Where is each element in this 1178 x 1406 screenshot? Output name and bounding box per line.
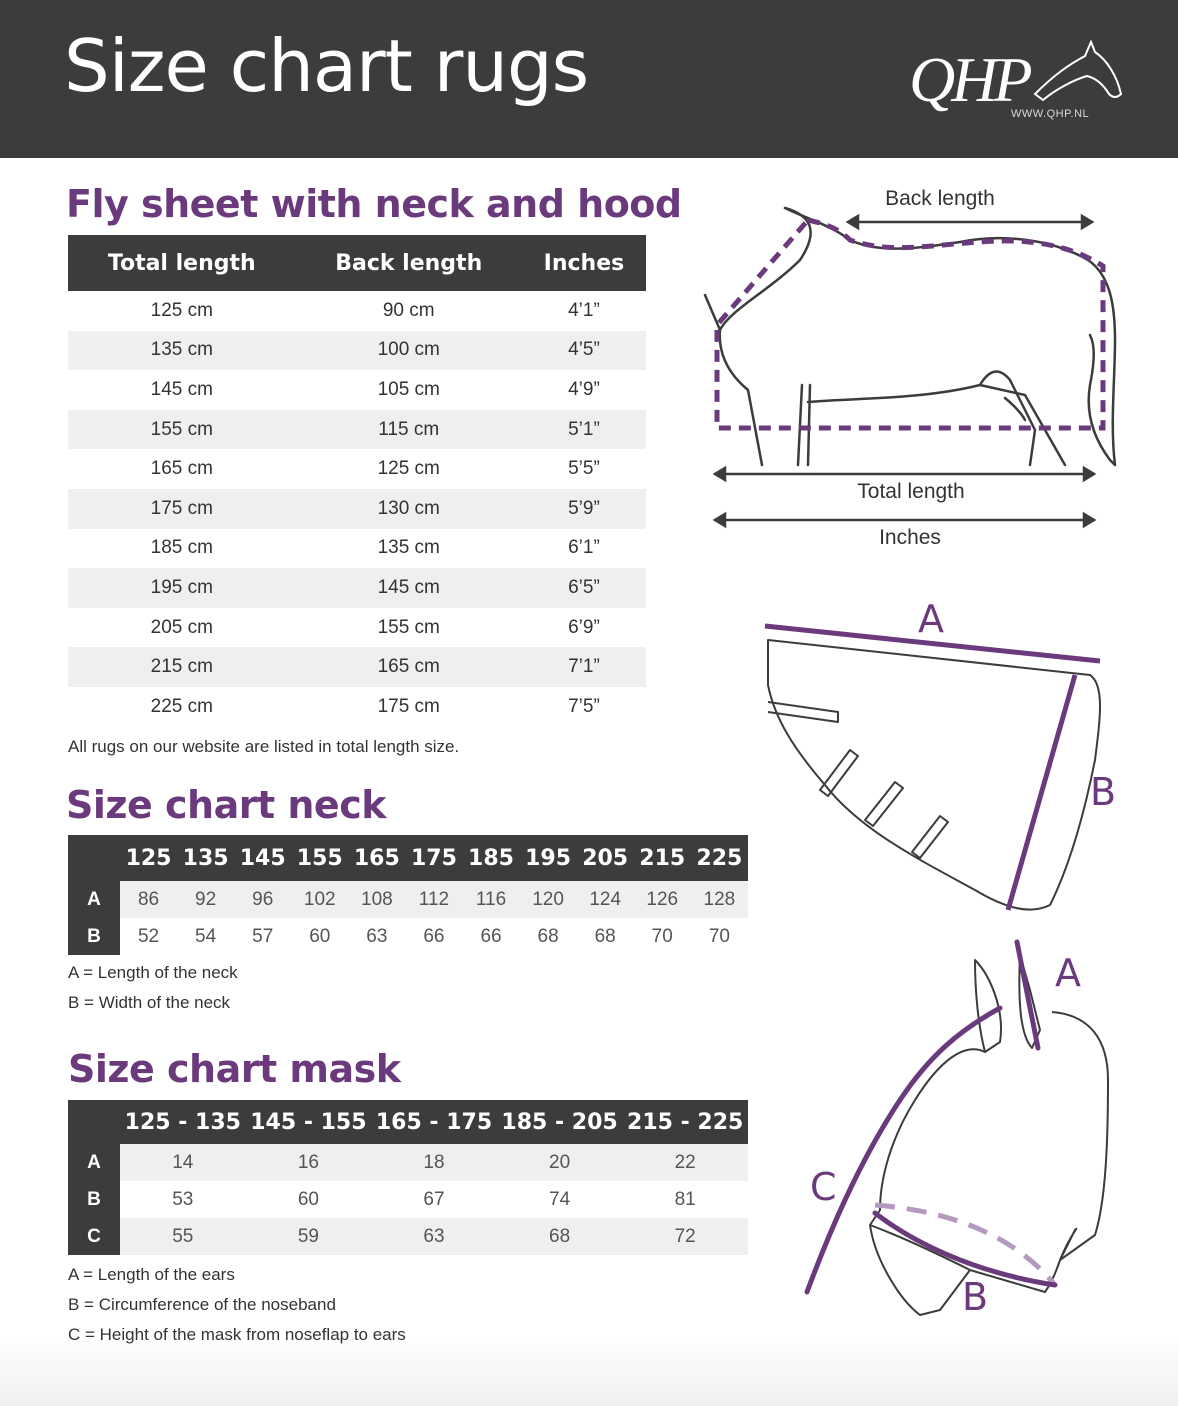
table-cell: 16 [246, 1144, 372, 1181]
neck-size-table [68, 835, 748, 955]
column-header: 205 [577, 835, 634, 881]
noseband-back-dashed-icon [875, 1205, 1055, 1285]
table-cell: 20 [497, 1144, 623, 1181]
mask-size-table [68, 1100, 748, 1255]
logo-text: QHP [909, 44, 1029, 115]
mask-title: Size chart mask [68, 1047, 401, 1091]
neck-legend-a: A = Length of the neck [68, 963, 238, 982]
qhp-logo [905, 30, 1125, 130]
column-header: 195 [520, 835, 577, 881]
table-cell: 126 [634, 881, 691, 918]
horse-rug-diagram [690, 170, 1140, 570]
table-cell: 124 [577, 881, 634, 918]
table-cell: 108 [348, 881, 405, 918]
table-row [68, 608, 646, 648]
neck-letter-a: A [918, 597, 944, 641]
table-cell: 18 [371, 1144, 497, 1181]
mask-letter-b: B [962, 1275, 989, 1319]
table-cell: 128 [691, 881, 748, 918]
column-header: 125 [120, 835, 177, 881]
page-title: Size chart rugs [64, 24, 589, 108]
column-header: Inches [522, 235, 646, 291]
table-cell: 7’1” [522, 647, 646, 687]
table-cell: 22 [622, 1144, 748, 1181]
total-length-arrow-icon [715, 468, 1094, 480]
table-row [68, 1181, 748, 1218]
inches-arrow-icon [715, 514, 1094, 526]
neck-legend-b: B = Width of the neck [68, 993, 231, 1012]
table-cell: 120 [520, 881, 577, 918]
table-row [68, 331, 646, 371]
column-header: Total length [68, 235, 296, 291]
column-header: Back length [296, 235, 522, 291]
mask-diagram [790, 930, 1130, 1330]
table-cell: 90 cm [382, 299, 435, 321]
inches-label: Inches [879, 526, 941, 549]
table-cell: 165 cm [150, 458, 213, 480]
table-cell: 68 [594, 925, 616, 947]
mask-legend-b: B = Circumference of the noseband [68, 1295, 336, 1314]
page-bottom-shade [0, 1336, 1178, 1406]
table-cell: 60 [297, 1188, 319, 1210]
table-cell: 135 cm [68, 331, 296, 371]
table-cell: 195 cm [68, 568, 296, 608]
logo-url: WWW.QHP.NL [1011, 108, 1090, 120]
corner-cell [68, 1100, 120, 1144]
neck-cover-outline-icon [768, 640, 1100, 910]
fly-mask-outline-icon [870, 955, 1108, 1315]
column-header: 165 [348, 835, 405, 881]
table-cell: 74 [549, 1188, 571, 1210]
table-header-row [68, 835, 748, 881]
table-cell: 175 cm [68, 489, 296, 529]
table-cell: 6’1” [568, 537, 600, 559]
table-row [68, 1218, 748, 1255]
table-cell: 130 cm [296, 489, 522, 529]
table-cell: 145 cm [150, 378, 213, 400]
table-cell: 68 [537, 925, 559, 947]
table-cell: 116 [462, 881, 519, 918]
table-cell: 59 [246, 1218, 372, 1255]
table-cell: 5’1” [522, 410, 646, 450]
row-label: B [68, 1181, 120, 1218]
table-cell: 185 cm [150, 537, 213, 559]
table-cell: 67 [423, 1188, 445, 1210]
column-header: 185 [462, 835, 519, 881]
table-row [68, 1144, 748, 1181]
column-header: 135 [177, 835, 234, 881]
table-cell: 86 [120, 881, 177, 918]
fly-sheet-title: Fly sheet with neck and hood [66, 182, 682, 226]
table-cell: 52 [137, 925, 160, 947]
table-cell: 215 cm [68, 647, 296, 687]
corner-cell [68, 835, 120, 881]
table-cell: 125 cm [150, 299, 213, 321]
table-cell: 155 cm [68, 410, 296, 450]
table-cell: 225 cm [150, 695, 213, 717]
table-cell: 6’9” [568, 616, 600, 638]
column-header: 125 - 135 [120, 1100, 246, 1144]
table-cell: 54 [195, 925, 217, 947]
fly-sheet-note: All rugs on our website are listed in total length size. [68, 737, 460, 756]
back-length-label: Back length [885, 187, 995, 210]
table-cell: 4’1” [568, 299, 600, 321]
column-header: 175 [405, 835, 462, 881]
header-bar [0, 0, 1178, 158]
column-header: 215 [634, 835, 691, 881]
table-cell: 5’9” [522, 489, 646, 529]
neck-width-line-icon [1008, 675, 1075, 910]
column-header: 145 [234, 835, 291, 881]
neck-title: Size chart neck [66, 783, 386, 827]
column-header: 225 [691, 835, 748, 881]
total-length-label: Total length [857, 480, 965, 503]
table-cell: 5’5” [568, 458, 600, 480]
table-row [68, 410, 646, 450]
table-cell: 7’5” [568, 695, 600, 717]
column-header: 155 [291, 835, 348, 881]
table-cell: 205 cm [150, 616, 213, 638]
table-row [68, 529, 646, 569]
table-row [68, 881, 748, 918]
row-label: A [68, 881, 120, 918]
horse-head-logo-icon [1025, 34, 1125, 114]
row-label: B [68, 918, 120, 955]
table-cell: 125 cm [377, 458, 440, 480]
mask-letter-c: C [810, 1165, 837, 1209]
table-cell: 102 [291, 881, 348, 918]
table-cell: 66 [480, 925, 502, 947]
table-cell: 165 cm [296, 647, 522, 687]
table-cell: 105 cm [377, 378, 440, 400]
table-cell: 4’5” [522, 331, 646, 371]
mask-letter-a: A [1055, 951, 1081, 995]
table-header-row [68, 1100, 748, 1144]
table-cell: 4’9” [568, 378, 600, 400]
column-header: 215 - 225 [622, 1100, 748, 1144]
table-cell: 115 cm [296, 410, 522, 450]
mask-legend-a: A = Length of the ears [68, 1265, 235, 1284]
table-row [68, 370, 646, 410]
table-cell: 6’5” [522, 568, 646, 608]
row-label: C [68, 1218, 120, 1255]
table-row [68, 449, 646, 489]
column-header: 185 - 205 [497, 1100, 623, 1144]
table-cell: 55 [120, 1218, 246, 1255]
table-cell: 92 [177, 881, 234, 918]
table-cell: 145 cm [296, 568, 522, 608]
fly-sheet-table [68, 235, 646, 727]
table-cell: 100 cm [296, 331, 522, 371]
table-row [68, 291, 646, 331]
table-cell: 68 [497, 1218, 623, 1255]
neck-diagram [750, 590, 1130, 920]
back-length-arrow-icon [848, 216, 1092, 228]
mask-height-line-icon [807, 1008, 1000, 1292]
table-cell: 112 [405, 881, 462, 918]
neck-letter-b: B [1090, 770, 1117, 814]
table-cell: 135 cm [377, 537, 440, 559]
table-cell: 57 [252, 925, 274, 947]
table-row [68, 687, 646, 727]
table-cell: 60 [309, 925, 331, 947]
table-row [68, 568, 646, 608]
table-cell: 70 [651, 925, 673, 947]
table-cell: 66 [423, 925, 445, 947]
table-cell: 63 [366, 925, 388, 947]
table-cell: 63 [371, 1218, 497, 1255]
table-cell: 96 [234, 881, 291, 918]
table-header-row [68, 235, 646, 291]
row-label: A [68, 1144, 120, 1181]
table-cell: 53 [172, 1188, 194, 1210]
table-row [68, 489, 646, 529]
table-row [68, 918, 748, 955]
table-cell: 155 cm [377, 616, 440, 638]
table-cell: 81 [674, 1188, 696, 1210]
column-header: 165 - 175 [371, 1100, 497, 1144]
table-row [68, 647, 646, 687]
table-cell: 72 [622, 1218, 748, 1255]
mask-legend-c: C = Height of the mask from noseflap to ears [68, 1325, 406, 1344]
table-cell: 175 cm [377, 695, 440, 717]
table-cell: 14 [120, 1144, 246, 1181]
column-header: 145 - 155 [246, 1100, 372, 1144]
table-cell: 70 [708, 925, 730, 947]
